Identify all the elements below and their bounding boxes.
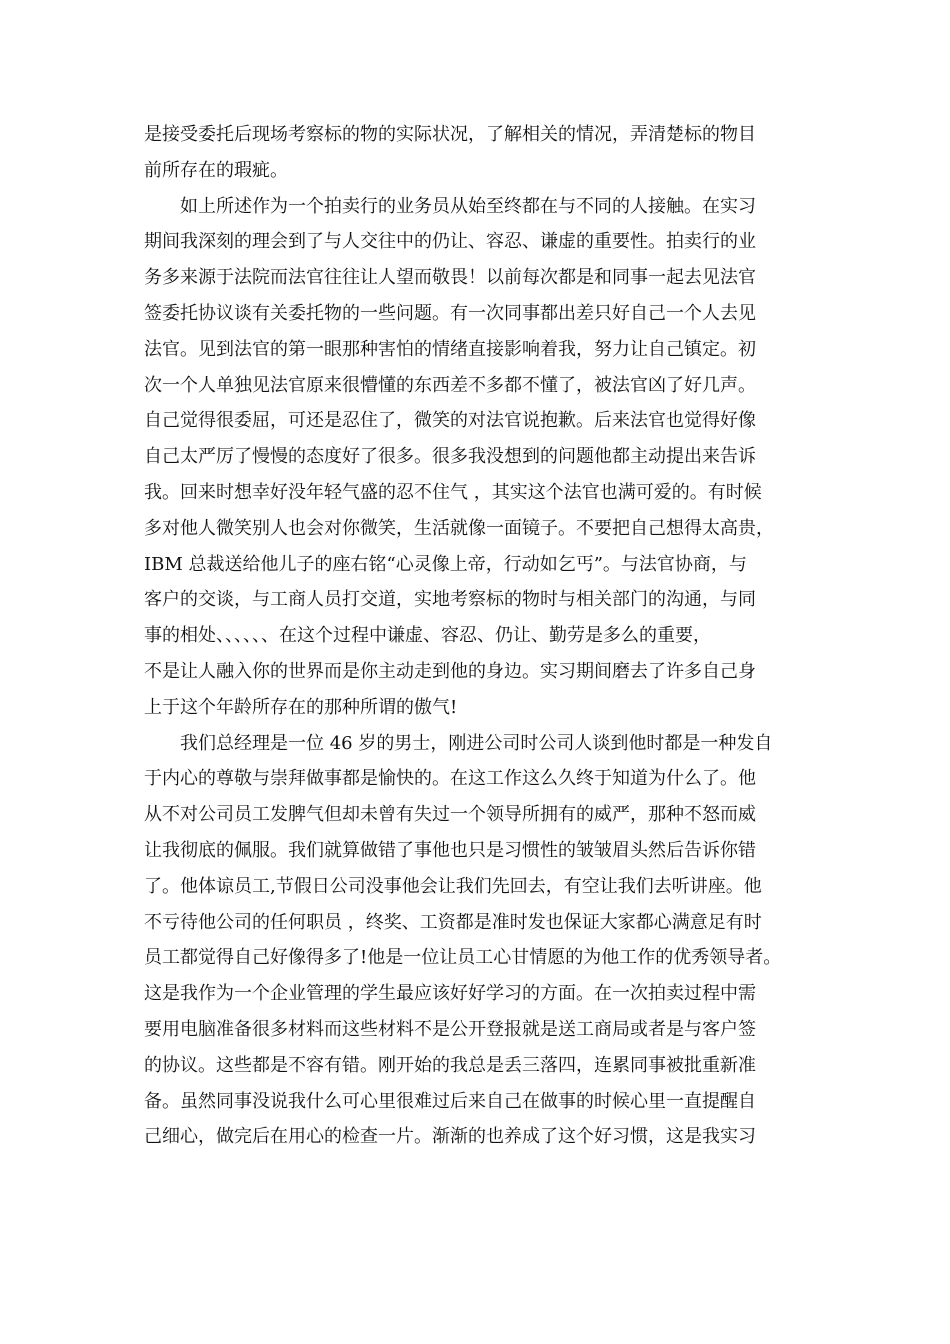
text-line: 的协议。这些都是不容有错。刚开始的我总是丢三落四，连累同事被批重新准 <box>144 1054 756 1076</box>
text-line: 这是我作为一个企业管理的学生最应该好好学习的方面。在一次拍卖过程中需 <box>144 983 756 1005</box>
text-line: 员工都觉得自己好像得多了!他是一位让员工心甘情愿的为他工作的优秀领导者。 <box>144 947 782 969</box>
text-line: 从不对公司员工发脾气但却未曾有失过一个领导所拥有的威严，那种不怒而威 <box>144 804 756 826</box>
text-line: 是接受委托后现场考察标的物的实际状况，了解相关的情况，弄清楚标的物目 <box>144 124 756 145</box>
text-line: 要用电脑准备很多材料而这些材料不是公开登报就是送工商局或者是与客户签 <box>144 1018 756 1040</box>
document-page <box>144 117 824 1155</box>
paragraph-first-line: 我们总经理是一位 46 岁的男士，刚进公司时公司人谈到他时都是一种发自 <box>180 732 773 754</box>
text-line: 事的相处、、、、、、在这个过程中谦虚、容忍、仍让、勤劳是多么的重要， <box>144 625 711 647</box>
text-line: 上于这个年龄所存在的那种所谓的傲气! <box>144 696 458 718</box>
paragraph-first-line: 如上所述作为一个拍卖行的业务员从始至终都在与不同的人接触。在实习 <box>180 195 756 217</box>
text-line: 不是让人融入你的世界而是你主动走到他的身边。实习期间磨去了许多自己身 <box>144 660 756 682</box>
text-line: 法官。见到法官的第一眼那种害怕的情绪直接影响着我，努力让自己镇定。初 <box>144 338 756 360</box>
text-line: 备。虽然同事没说我什么可心里很难过后来自己在做事的时候心里一直提醒自 <box>144 1090 756 1112</box>
text-line: 期间我深刻的理会到了与人交往中的仍让、容忍、谦虚的重要性。拍卖行的业 <box>144 231 756 253</box>
text-line: 让我彻底的佩服。我们就算做错了事他也只是习惯性的皱皱眉头然后告诉你错 <box>144 839 756 861</box>
text-line: IBM 总裁送给他儿子的座右铭“心灵像上帝，行动如乞丐”。与法官协商，与 <box>144 553 747 575</box>
text-line: 签委托协议谈有关委托物的一些问题。有一次同事都出差只好自己一个人去见 <box>144 302 756 324</box>
text-line: 客户的交谈，与工商人员打交道，实地考察标的物时与相关部门的沟通，与同 <box>144 589 756 611</box>
text-line: 多对他人微笑别人也会对你微笑，生活就像一面镜子。不要把自己想得太高贵， <box>144 517 774 539</box>
text-line: 自己太严厉了慢慢的态度好了很多。很多我没想到的问题他都主动提出来告诉 <box>144 446 756 468</box>
text-line: 我。回来时想幸好没年轻气盛的忍不住气 ，其实这个法官也满可爱的。有时候 <box>144 481 762 503</box>
text-line: 不亏待他公司的任何职员 ，终奖、工资都是准时发也保证大家都心满意足有时 <box>144 911 762 933</box>
text-line: 前所存在的瑕疵。 <box>144 159 288 181</box>
text-line: 次一个人单独见法官原来很懵懂的东西差不多都不懂了，被法官凶了好几声。 <box>144 374 756 396</box>
text-line: 于内心的尊敬与崇拜做事都是愉快的。在这工作这么久终于知道为什么了。他 <box>144 768 756 790</box>
text-line: 己细心，做完后在用心的检查一片。渐渐的也养成了这个好习惯，这是我实习 <box>144 1126 756 1148</box>
text-line: 务多来源于法院而法官往往让人望而敬畏！以前每次都是和同事一起去见法官 <box>144 267 756 289</box>
text-line: 自己觉得很委屈，可还是忍住了，微笑的对法官说抱歉。后来法官也觉得好像 <box>144 410 756 432</box>
text-line: 了。他体谅员工,节假日公司没事他会让我们先回去，有空让我们去听讲座。他 <box>144 875 762 897</box>
